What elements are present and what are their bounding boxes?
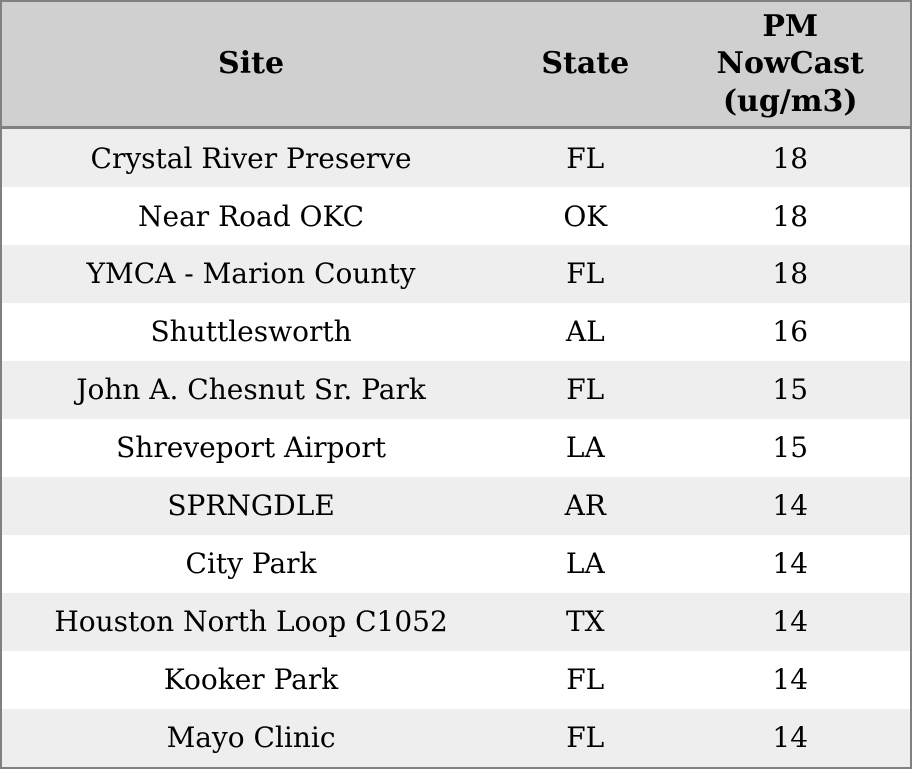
header-row (1, 1, 911, 128)
table-body (1, 128, 911, 769)
cell-state: FL (566, 663, 605, 697)
cell-site: Mayo Clinic (166, 721, 336, 755)
table-row (1, 709, 911, 768)
cell-state: AL (565, 315, 605, 349)
cell-site: SPRNGDLE (167, 489, 335, 523)
cell-state: FL (566, 141, 605, 175)
table-header (1, 1, 911, 128)
cell-pm: 15 (772, 431, 809, 465)
cell-pm: 15 (772, 373, 809, 407)
column-header-pm-nowcast (670, 1, 911, 128)
column-header-site-label: Site (218, 46, 285, 82)
cell-state: OK (563, 199, 608, 233)
cell-site: Crystal River Preserve (90, 141, 412, 175)
cell-pm: 18 (772, 257, 809, 291)
cell-pm: 14 (772, 721, 809, 755)
table-row (1, 245, 911, 303)
cell-pm: 14 (772, 547, 809, 581)
column-header-site (1, 1, 500, 128)
cell-pm: 16 (772, 315, 809, 349)
cell-state: AR (564, 489, 606, 523)
table-row (1, 593, 911, 651)
cell-site: YMCA - Marion County (86, 257, 416, 291)
table-row (1, 303, 911, 361)
cell-site: Shuttlesworth (150, 315, 352, 349)
cell-site: Near Road OKC (138, 199, 365, 233)
cell-site: City Park (185, 547, 317, 581)
cell-state: LA (565, 431, 605, 465)
cell-pm: 18 (772, 199, 809, 233)
cell-state: LA (565, 547, 605, 581)
column-header-state (500, 1, 670, 128)
cell-state: FL (566, 257, 605, 291)
cell-site: John A. Chesnut Sr. Park (76, 373, 426, 407)
cell-site: Kooker Park (163, 663, 339, 697)
table-row (1, 187, 911, 245)
cell-pm: 18 (772, 141, 809, 175)
table-row (1, 535, 911, 593)
table-row (1, 477, 911, 535)
cell-pm: 14 (772, 605, 809, 639)
column-header-pm-nowcast-label: PM NowCast (ug/m3) (716, 9, 864, 119)
cell-state: TX (565, 605, 605, 639)
cell-pm: 14 (772, 663, 809, 697)
table-row (1, 128, 911, 188)
cell-pm: 14 (772, 489, 809, 523)
table-row (1, 651, 911, 709)
table-row (1, 361, 911, 419)
cell-site: Houston North Loop C1052 (54, 605, 448, 639)
cell-state: FL (566, 373, 605, 407)
cell-state: FL (566, 721, 605, 755)
table-row (1, 419, 911, 477)
cell-site: Shreveport Airport (116, 431, 386, 465)
column-header-state-label: State (541, 46, 630, 82)
